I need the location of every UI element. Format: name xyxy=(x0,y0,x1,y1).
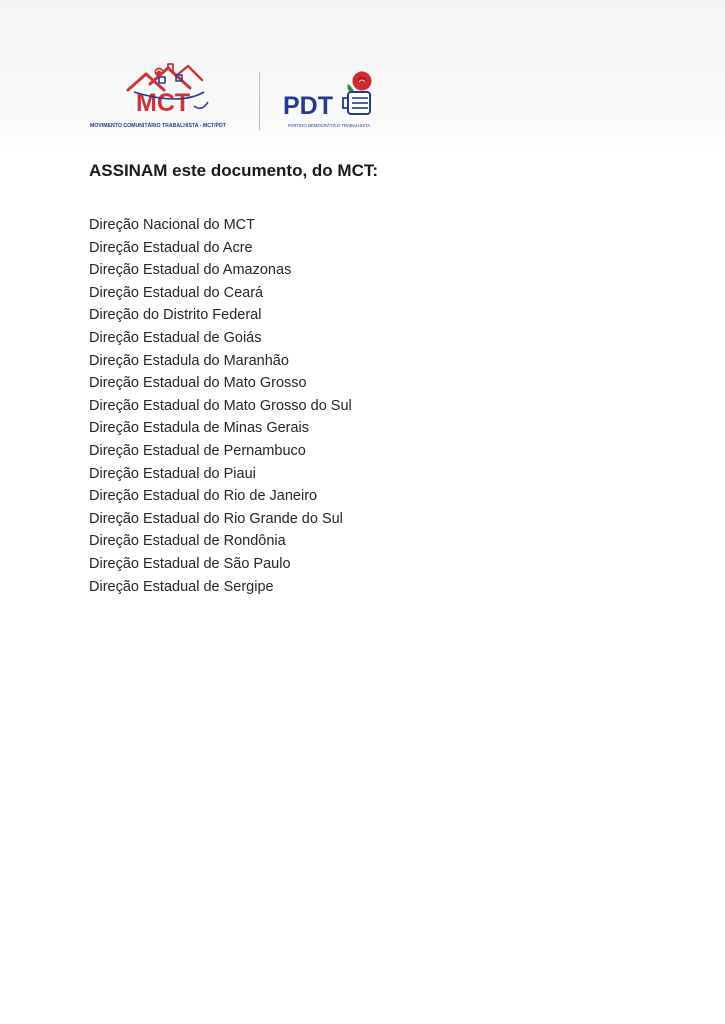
signer-item: Direção Estadual do Mato Grosso do Sul xyxy=(89,397,352,414)
fist-icon xyxy=(343,92,370,114)
signer-item: Direção Estadual do Amazonas xyxy=(89,262,292,279)
signer-list xyxy=(89,214,352,598)
pdt-logo xyxy=(280,68,390,130)
signer-item: Direção Estadual do Rio de Janeiro xyxy=(89,488,318,505)
signer-item: Direção Estadual do Rio Grande do Sul xyxy=(89,510,343,527)
signer-item: Direção Estadual de São Paulo xyxy=(89,555,291,572)
signer-item: Direção Estadual do Mato Grosso xyxy=(89,375,307,392)
houses-icon xyxy=(128,64,202,90)
logo-divider xyxy=(259,72,260,130)
signer-item: Direção Estadual do Ceará xyxy=(89,284,264,301)
signer-item: Direção Estadula de Minas Gerais xyxy=(89,420,310,437)
mct-caption: MOVIMENTO COMUNITÁRIO TRABALHISTA - MCT/PDT xyxy=(90,123,226,129)
pdt-caption: PARTIDO DEMOCRÁTICO TRABALHISTA xyxy=(288,123,371,128)
signer-item: Direção do Distrito Federal xyxy=(89,307,262,324)
signer-item: Direção Estadual de Rondônia xyxy=(89,533,286,550)
mct-logo xyxy=(90,62,250,132)
signer-item: Direção Estadual de Sergipe xyxy=(89,578,274,595)
rose-icon xyxy=(155,68,164,77)
signer-item: Direção Estadula do Maranhão xyxy=(89,352,289,369)
signer-item: Direção Estadual de Goiás xyxy=(89,329,262,346)
mct-acronym: MCT xyxy=(136,89,191,117)
document-title: ASSINAM este documento, do MCT: xyxy=(89,161,379,180)
signer-item: Direção Estadual do Acre xyxy=(89,239,253,256)
signer-item: Direção Estadual de Pernambuco xyxy=(89,442,306,459)
signer-item: Direção Estadual do Piaui xyxy=(89,465,256,482)
pdt-acronym: PDT xyxy=(283,92,333,120)
signer-item: Direção Nacional do MCT xyxy=(89,217,256,233)
